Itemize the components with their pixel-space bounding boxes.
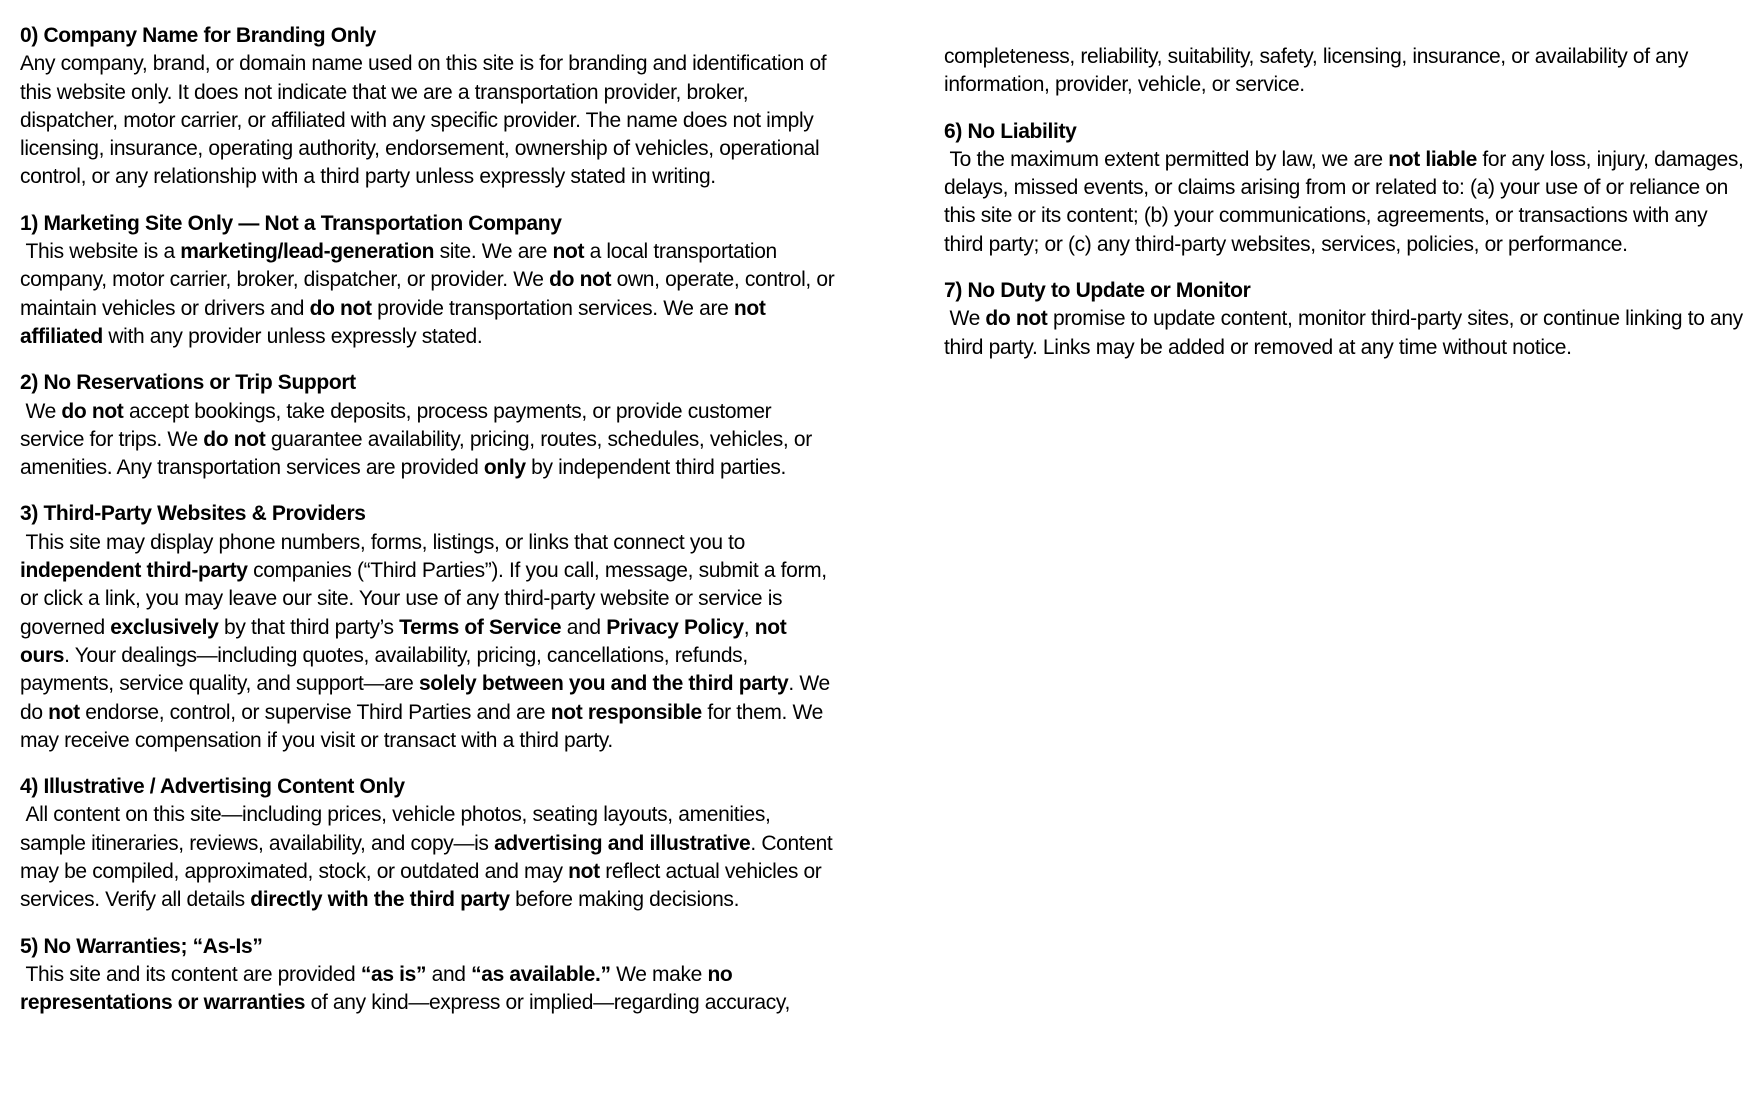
text-run: site. We are	[434, 240, 553, 264]
text-run: not responsible	[550, 700, 702, 724]
section-left-2	[20, 369, 835, 482]
text-run: Any company, brand, or domain name used on this site is for branding and identification of this website only. It does not indicate that we are a transportation provider, broker, dispatcher, motor carrier, or affiliated with any specific provider. The name does not imply licensing, insurance, operating authority, endorsement, ownership of vehicles, operational control, or any relationship with a third party unless expressly stated in writing.	[20, 52, 832, 189]
text-run: a local transportation company, motor carrier, broker, dispatcher, or provider. We	[20, 240, 783, 292]
text-run: not	[568, 860, 600, 884]
text-run: and	[426, 962, 472, 986]
section-left-1	[20, 210, 840, 351]
text-run: companies (“Third Parties”). If you call, message, submit a form, or click a link, you may leave our site. Your use of any third-party website or service is governed	[20, 559, 833, 639]
section-paragraph	[20, 50, 835, 191]
text-run: This site and its content are provided	[20, 962, 361, 986]
text-run: . Your dealings—including quotes, availability, pricing, cancellations, refunds, payments, service quality, and support—are	[20, 643, 754, 696]
text-run: do not	[549, 268, 612, 292]
text-run: This site may display phone numbers, forms, listings, or links that connect you to	[20, 530, 751, 554]
text-run: no representations or warranties	[20, 962, 738, 1015]
text-run: Privacy Policy	[606, 615, 744, 639]
text-run: do not	[203, 427, 266, 451]
text-run: accept bookings, take deposits, process payments, or provide customer service for trips. We	[20, 399, 777, 451]
text-run: marketing/lead-generation	[180, 240, 435, 264]
text-run: . Content may be compiled, approximated, stock, or outdated and may	[20, 831, 838, 884]
section-right-0	[944, 43, 1749, 100]
section-paragraph	[20, 238, 840, 351]
text-run: This website is a	[20, 240, 181, 264]
section-left-4	[20, 773, 838, 914]
text-run: . We do	[20, 672, 836, 724]
section-paragraph	[20, 529, 835, 755]
text-run: and	[561, 615, 607, 639]
text-run: do not	[309, 296, 372, 320]
text-run: promise to update content, monitor third-party sites, or continue linking to any third party. Links may be added or removed at any time without notice.	[944, 307, 1749, 359]
text-run: We	[20, 399, 62, 423]
text-run: not	[552, 240, 585, 264]
text-run: independent third-party	[20, 559, 248, 583]
section-heading: 2) No Reservations or Trip Support	[20, 371, 356, 395]
text-run: reflect actual vehicles or services. Verify all details	[20, 860, 827, 912]
text-run: not liable	[1388, 147, 1477, 171]
text-run: not	[48, 700, 80, 724]
section-heading: 4) Illustrative / Advertising Content Only	[20, 775, 405, 799]
text-run: directly with the third party	[250, 888, 510, 912]
text-run: own, operate, control, or maintain vehicles or drivers and	[20, 268, 840, 320]
text-run: To the maximum extent permitted by law, we are	[944, 147, 1389, 171]
section-heading: 5) No Warranties; “As-Is”	[20, 934, 263, 958]
text-run: of any kind—express or implied—regarding accuracy,	[305, 991, 790, 1015]
column-left	[20, 22, 840, 1018]
text-run: provide transportation services. We are	[371, 296, 734, 320]
text-run: endorse, control, or supervise Third Parties and are	[79, 700, 551, 724]
section-left-5	[20, 933, 835, 1018]
text-run: All content on this site—including prices, vehicle photos, seating layouts, amenities, sample itineraries, reviews, availability, and copy—is	[20, 803, 776, 855]
text-run: exclusively	[110, 615, 219, 639]
section-paragraph	[944, 305, 1749, 362]
section-right-2	[944, 277, 1749, 362]
column-right	[944, 43, 1749, 362]
section-paragraph	[944, 43, 1749, 100]
text-run: not ours	[20, 615, 792, 667]
section-paragraph	[20, 961, 835, 1018]
section-heading: 6) No Liability	[944, 119, 1077, 143]
section-right-1	[944, 118, 1749, 259]
section-heading: 7) No Duty to Update or Monitor	[944, 279, 1251, 303]
text-run: do not	[61, 399, 124, 423]
text-run: solely between you and the third party	[418, 672, 789, 696]
section-paragraph	[944, 146, 1749, 259]
text-run: by that third party’s	[218, 615, 400, 639]
text-run: before making decisions.	[509, 888, 740, 912]
text-run: completeness, reliability, suitability, safety, licensing, insurance, or availability of any information, provider, vehicle, or service.	[944, 45, 1694, 97]
section-left-0	[20, 22, 835, 192]
text-run: We	[944, 307, 986, 331]
section-paragraph	[20, 398, 835, 483]
section-heading: 3) Third-Party Websites & Providers	[20, 502, 366, 526]
section-left-3	[20, 500, 835, 755]
text-run: Terms of Service	[399, 615, 562, 639]
section-paragraph	[20, 801, 838, 914]
text-run: for any loss, injury, damages, delays, missed events, or claims arising from or related to: (a) your use of or reliance on this site or its content; (b) your communications, agreements, or transactions with any third party; or (c) any third-party websites, services, policies, or performance.	[944, 147, 1749, 256]
text-run: “as is”	[360, 962, 427, 986]
text-run: do not	[985, 307, 1048, 331]
text-run: for them. We may receive compensation if you visit or transact with a third party.	[20, 700, 829, 752]
text-run: We make	[610, 962, 708, 986]
text-run: by independent third parties.	[525, 456, 787, 480]
text-run: ,	[743, 615, 755, 639]
text-run: with any provider unless expressly stated.	[102, 324, 483, 348]
text-run: advertising and illustrative	[494, 831, 751, 855]
text-run: guarantee availability, pricing, routes, schedules, vehicles, or amenities. Any transportation services are provided	[20, 427, 818, 480]
section-heading: 0) Company Name for Branding Only	[20, 24, 377, 47]
text-run: “as available.”	[471, 962, 611, 986]
section-heading: 1) Marketing Site Only — Not a Transportation Company	[20, 211, 562, 235]
text-run: not affiliated	[20, 296, 772, 348]
text-run: only	[483, 456, 526, 480]
